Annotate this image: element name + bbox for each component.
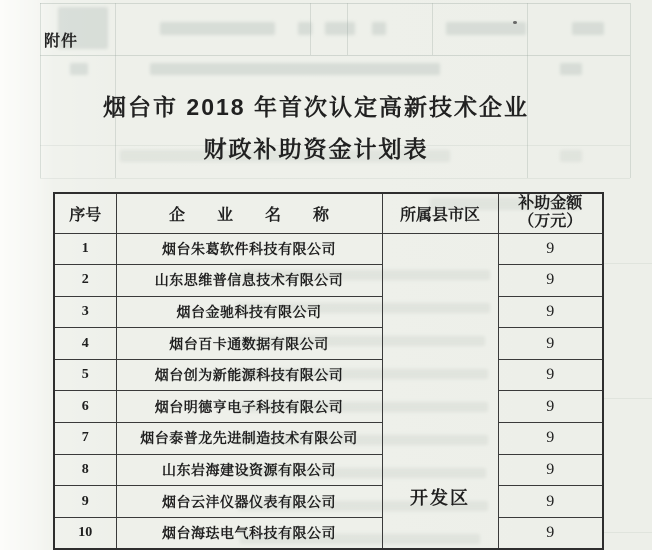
company-name-cell: 烟台金驰科技有限公司 bbox=[116, 296, 382, 328]
amount-cell: 9 bbox=[498, 233, 603, 265]
amount-cell: 9 bbox=[498, 423, 603, 455]
document-title-line1: 烟台市 2018 年首次认定高新技术企业 bbox=[103, 94, 529, 120]
bleed-through-artifact bbox=[40, 55, 630, 56]
bleed-through-artifact bbox=[560, 63, 582, 75]
table-row bbox=[54, 391, 603, 423]
bleed-through-artifact bbox=[572, 22, 604, 35]
amount-cell: 9 bbox=[498, 359, 603, 391]
seq-cell: 4 bbox=[54, 328, 116, 360]
company-name-cell: 烟台创为新能源科技有限公司 bbox=[116, 359, 382, 391]
table-row bbox=[54, 423, 603, 455]
bleed-through-artifact bbox=[602, 263, 652, 264]
document-title-line2: 财政补助资金计划表 bbox=[203, 136, 429, 162]
bleed-through-artifact bbox=[40, 3, 630, 4]
seq-cell: 3 bbox=[54, 296, 116, 328]
header-amount-line2: （万元） bbox=[518, 213, 583, 231]
bleed-through-artifact bbox=[160, 22, 275, 35]
seq-cell: 6 bbox=[54, 391, 116, 423]
amount-cell: 9 bbox=[498, 486, 603, 518]
bleed-through-artifact bbox=[602, 532, 652, 533]
company-name-cell: 烟台朱葛软件科技有限公司 bbox=[116, 233, 382, 265]
company-name-cell: 烟台泰普龙先进制造技术有限公司 bbox=[116, 423, 382, 455]
amount-cell: 9 bbox=[498, 328, 603, 360]
amount-cell: 9 bbox=[498, 296, 603, 328]
header-seq: 序号 bbox=[54, 193, 116, 233]
bleed-through-artifact bbox=[372, 22, 386, 35]
bleed-through-artifact bbox=[150, 63, 440, 75]
table-row bbox=[54, 328, 603, 360]
bleed-through-artifact bbox=[40, 178, 630, 179]
seq-cell: 5 bbox=[54, 359, 116, 391]
bleed-through-artifact bbox=[325, 22, 355, 35]
document-title bbox=[0, 86, 632, 170]
bleed-through-artifact bbox=[298, 22, 312, 35]
attachment-label: 附件 bbox=[44, 33, 79, 50]
seq-cell: 1 bbox=[54, 233, 116, 265]
table-header-row bbox=[54, 193, 603, 233]
subsidy-table bbox=[53, 192, 604, 550]
seq-cell: 2 bbox=[54, 265, 116, 297]
header-amount-line1: 补助金额 bbox=[518, 195, 583, 213]
header-amount bbox=[498, 193, 603, 233]
seq-cell: 9 bbox=[54, 486, 116, 518]
company-name-cell: 烟台明德亨电子科技有限公司 bbox=[116, 391, 382, 423]
company-name-cell: 烟台百卡通数据有限公司 bbox=[116, 328, 382, 360]
amount-cell: 9 bbox=[498, 517, 603, 549]
company-name-cell: 烟台海珐电气科技有限公司 bbox=[116, 517, 382, 549]
bleed-through-artifact bbox=[602, 398, 652, 399]
seq-cell: 8 bbox=[54, 454, 116, 486]
table-row bbox=[54, 233, 603, 265]
amount-cell: 9 bbox=[498, 265, 603, 297]
company-name-cell: 山东思维普信息技术有限公司 bbox=[116, 265, 382, 297]
header-district: 所属县市区 bbox=[382, 193, 498, 233]
header-company-name: 企 业 名 称 bbox=[116, 193, 382, 233]
table-row bbox=[54, 359, 603, 391]
bleed-through-artifact bbox=[432, 3, 433, 55]
amount-cell: 9 bbox=[498, 391, 603, 423]
district-merged-cell bbox=[382, 233, 498, 549]
amount-cell: 9 bbox=[498, 454, 603, 486]
seq-cell: 7 bbox=[54, 423, 116, 455]
table-row bbox=[54, 296, 603, 328]
bleed-through-artifact bbox=[70, 63, 88, 75]
table-row bbox=[54, 517, 603, 549]
company-name-cell: 山东岩海建设资源有限公司 bbox=[116, 454, 382, 486]
company-name-cell: 烟台云沣仪器仪表有限公司 bbox=[116, 486, 382, 518]
scan-speck bbox=[513, 21, 517, 24]
table-row bbox=[54, 486, 603, 518]
table-row bbox=[54, 265, 603, 297]
district-value: 开发区 bbox=[410, 487, 470, 508]
seq-cell: 10 bbox=[54, 517, 116, 549]
table-row bbox=[54, 454, 603, 486]
